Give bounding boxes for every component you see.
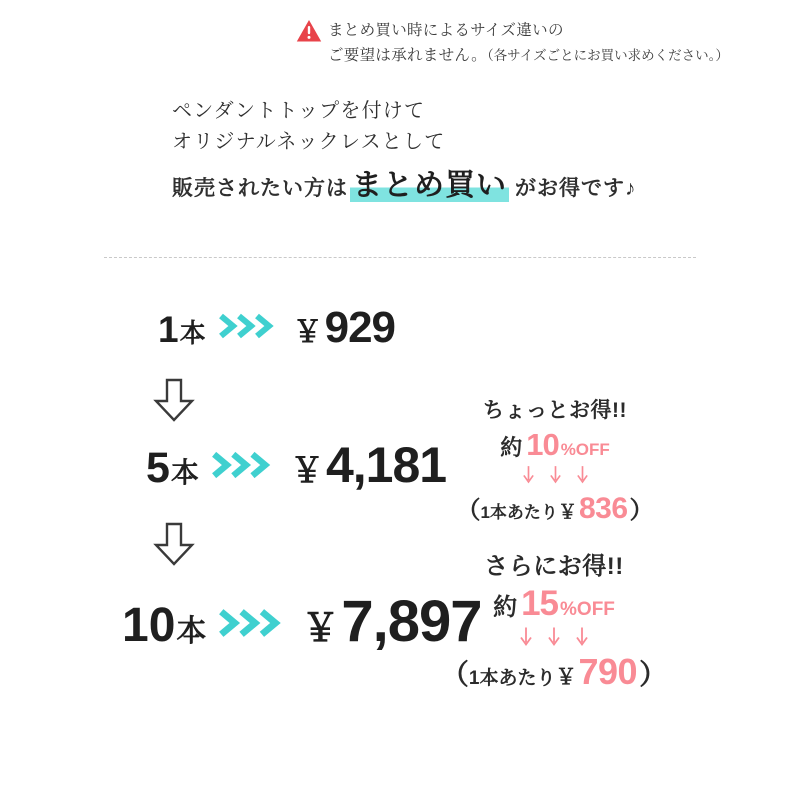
down-arrow-icon [152,378,196,427]
headline-emphasis: まとめ買い [350,160,509,204]
unit-price-yen: ￥ [557,502,577,523]
quantity-number: 1 [158,309,179,350]
unit-price-line [414,651,694,693]
unit-price-yen: ￥ [555,666,577,689]
mini-down-arrow-icon [576,465,589,484]
headline [172,96,637,204]
price-amount: 929 [324,303,396,352]
notice-line-2-sub: （各サイズごとにお買い求めください。） [486,48,729,64]
mini-down-arrow-icon [547,626,561,647]
headline-lead: 販売されたい方は [172,177,348,200]
savings-percent-value: 10 [526,427,559,462]
savings-block [414,546,694,693]
notice-text [328,18,729,68]
unit-price-open-paren: （ [440,659,469,690]
yen-symbol: ￥ [289,452,324,490]
mini-down-arrow-group [424,465,686,484]
savings-title: さらにお得!! [484,553,624,580]
unit-price-open-paren: （ [456,497,481,524]
warning-triangle-icon [296,19,322,43]
quantity-number: 5 [146,444,170,492]
quantity-number: 10 [122,599,176,652]
savings-title: ちょっとお得!! [483,399,627,422]
savings-off-label: %OFF [560,440,610,459]
yen-symbol: ￥ [301,608,340,650]
unit-price-line [424,490,686,526]
notice-line-2 [328,43,729,68]
savings-percent-line [424,427,686,463]
size-notice [296,18,729,68]
notice-line-1: まとめ買い時によるサイズ違いの [328,22,564,39]
mini-down-arrow-group [414,626,694,647]
notice-line-2-main: ご要望は承れません。 [328,47,487,65]
headline-tail: がお得です♪ [515,177,637,200]
price-row [158,303,395,353]
savings-approx-label: 約 [500,435,523,460]
unit-price-close-paren: ） [639,659,668,690]
savings-percent-value: 15 [521,584,559,623]
triple-chevron-right-icon [219,608,289,638]
mini-down-arrow-icon [519,626,533,647]
triple-chevron-right-icon [219,313,281,339]
savings-approx-label: 約 [493,594,518,621]
headline-line-2: オリジナルネックレスとして [172,131,446,153]
section-divider [104,257,696,258]
quantity-unit: 本 [170,457,199,488]
savings-percent-line [414,584,694,624]
unit-price-close-paren: ） [629,497,654,524]
savings-block [424,394,686,526]
price-row [146,436,446,494]
down-arrow-icon [152,522,196,571]
price-amount: 4,181 [325,437,447,493]
price-amount: 7,897 [341,589,482,654]
triple-chevron-right-icon [212,451,278,479]
unit-price-value: 836 [578,492,628,525]
headline-line-1: ペンダントトップを付けて [172,100,426,122]
quantity-unit: 本 [176,615,207,648]
unit-price-value: 790 [578,651,638,692]
headline-line-3 [172,160,637,204]
quantity-unit: 本 [179,318,206,348]
unit-price-label: 1本あたり [480,503,558,522]
savings-off-label: %OFF [560,599,615,620]
mini-down-arrow-icon [549,465,562,484]
yen-symbol: ￥ [292,316,323,349]
unit-price-label: 1本あたり [468,668,556,689]
mini-down-arrow-icon [575,626,589,647]
mini-down-arrow-icon [522,465,535,484]
